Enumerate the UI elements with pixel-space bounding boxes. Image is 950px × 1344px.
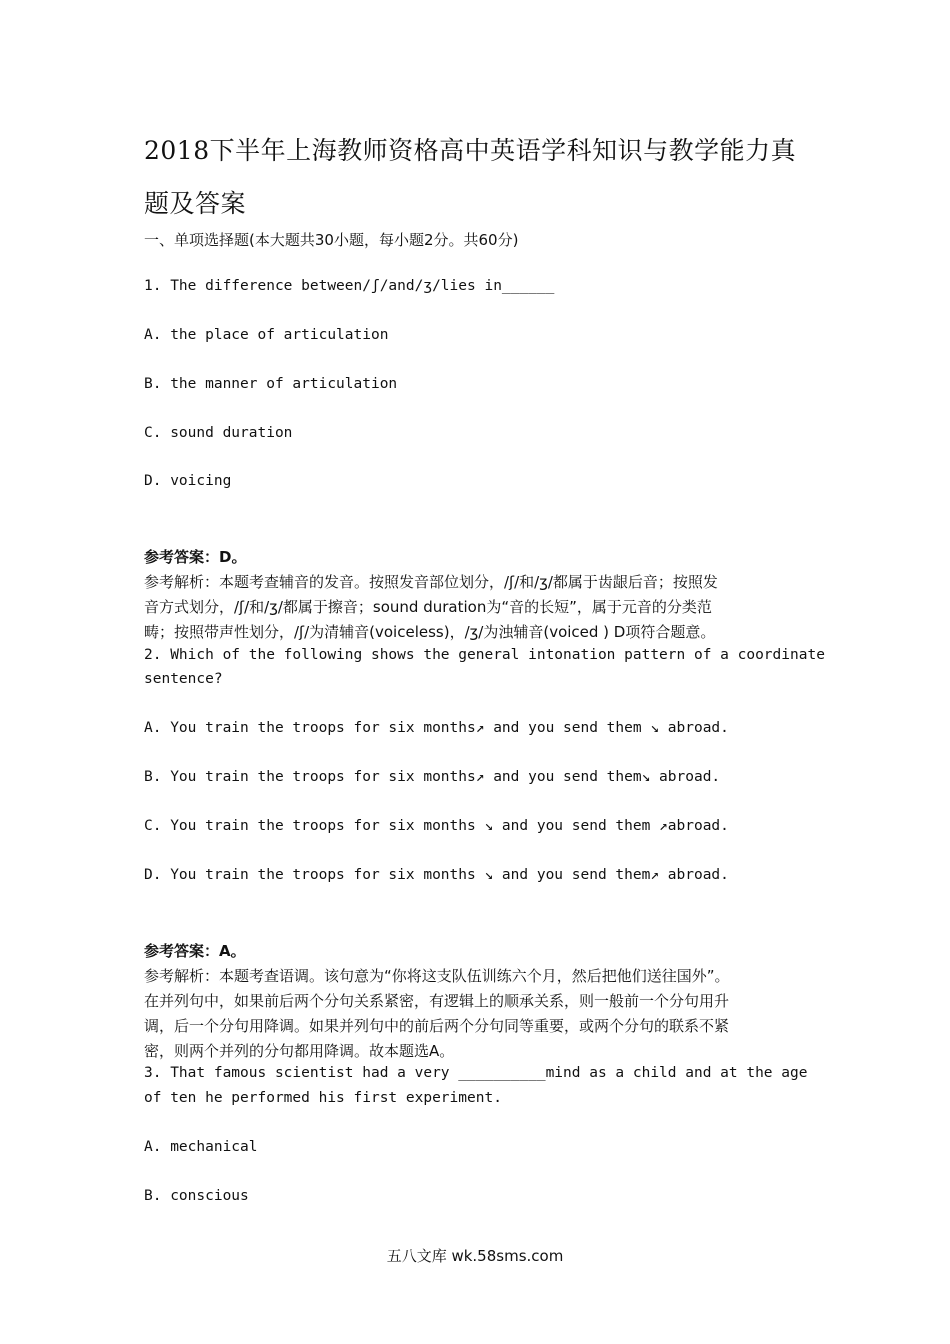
question-3-option-b: B. conscious: [144, 1188, 249, 1204]
question-1-option-a: A. the place of articulation: [144, 327, 389, 343]
document-title-line-1: 2018下半年上海教师资格高中英语学科知识与教学能力真: [144, 136, 797, 165]
question-2-answer: 参考答案：A。: [144, 942, 246, 960]
question-1-stem: 1. The difference between/ʃ/and/ʒ/lies in______: [144, 278, 555, 294]
question-2-option-c: C. You train the troops for six months ↘ and you send them ↗abroad.: [144, 818, 729, 834]
footer-watermark: 五八文库 wk.58sms.com: [386, 1247, 564, 1265]
question-2-option-d: D. You train the troops for six months ↘ and you send them↗ abroad.: [144, 867, 729, 883]
question-2-analysis-line: 在并列句中，如果前后两个分句关系紧密，有逻辑上的顺承关系，则一般前一个分句用升: [144, 992, 730, 1010]
question-1-analysis-line: 畴；按照带声性划分，/ʃ/为清辅音(voiceless)，/ʒ/为浊辅音(voiced ) D项符合题意。: [144, 623, 716, 641]
section-heading: 一、单项选择题(本大题共30小题，每小题2分。共60分): [144, 231, 519, 249]
question-2-analysis-line: 参考解析：本题考查语调。该句意为“你将这支队伍训练六个月，然后把他们送往国外”。: [144, 967, 730, 985]
question-1-option-d: D. voicing: [144, 473, 232, 489]
question-1-option-c: C. sound duration: [144, 425, 293, 441]
question-3-stem-line: of ten he performed his first experiment.: [144, 1090, 502, 1106]
question-2-option-a: A. You train the troops for six months↗ and you send them ↘ abroad.: [144, 720, 729, 736]
question-1-option-b: B. the manner of articulation: [144, 376, 398, 392]
document-title-line-2: 题及答案: [144, 189, 247, 218]
question-1-analysis-line: 参考解析：本题考查辅音的发音。按照发音部位划分，/ʃ/和/ʒ/都属于齿龈后音；按照发: [144, 573, 718, 591]
question-3-option-a: A. mechanical: [144, 1139, 258, 1155]
question-2-stem-line: 2. Which of the following shows the general intonation pattern of a coordinate: [144, 647, 825, 663]
question-2-option-b: B. You train the troops for six months↗ and you send them↘ abroad.: [144, 769, 721, 785]
question-2-stem-line: sentence?: [144, 671, 223, 687]
question-3-stem-line: 3. That famous scientist had a very __________mind as a child and at the age: [144, 1065, 808, 1081]
question-2-analysis-line: 密，则两个并列的分句都用降调。故本题选A。: [144, 1042, 455, 1060]
question-2-analysis-line: 调，后一个分句用降调。如果并列句中的前后两个分句同等重要，或两个分句的联系不紧: [144, 1017, 730, 1035]
question-1-answer: 参考答案：D。: [144, 548, 247, 566]
question-1-analysis-line: 音方式划分，/ʃ/和/ʒ/都属于擦音；sound duration为“音的长短”，属于元音的分类范: [144, 598, 712, 616]
